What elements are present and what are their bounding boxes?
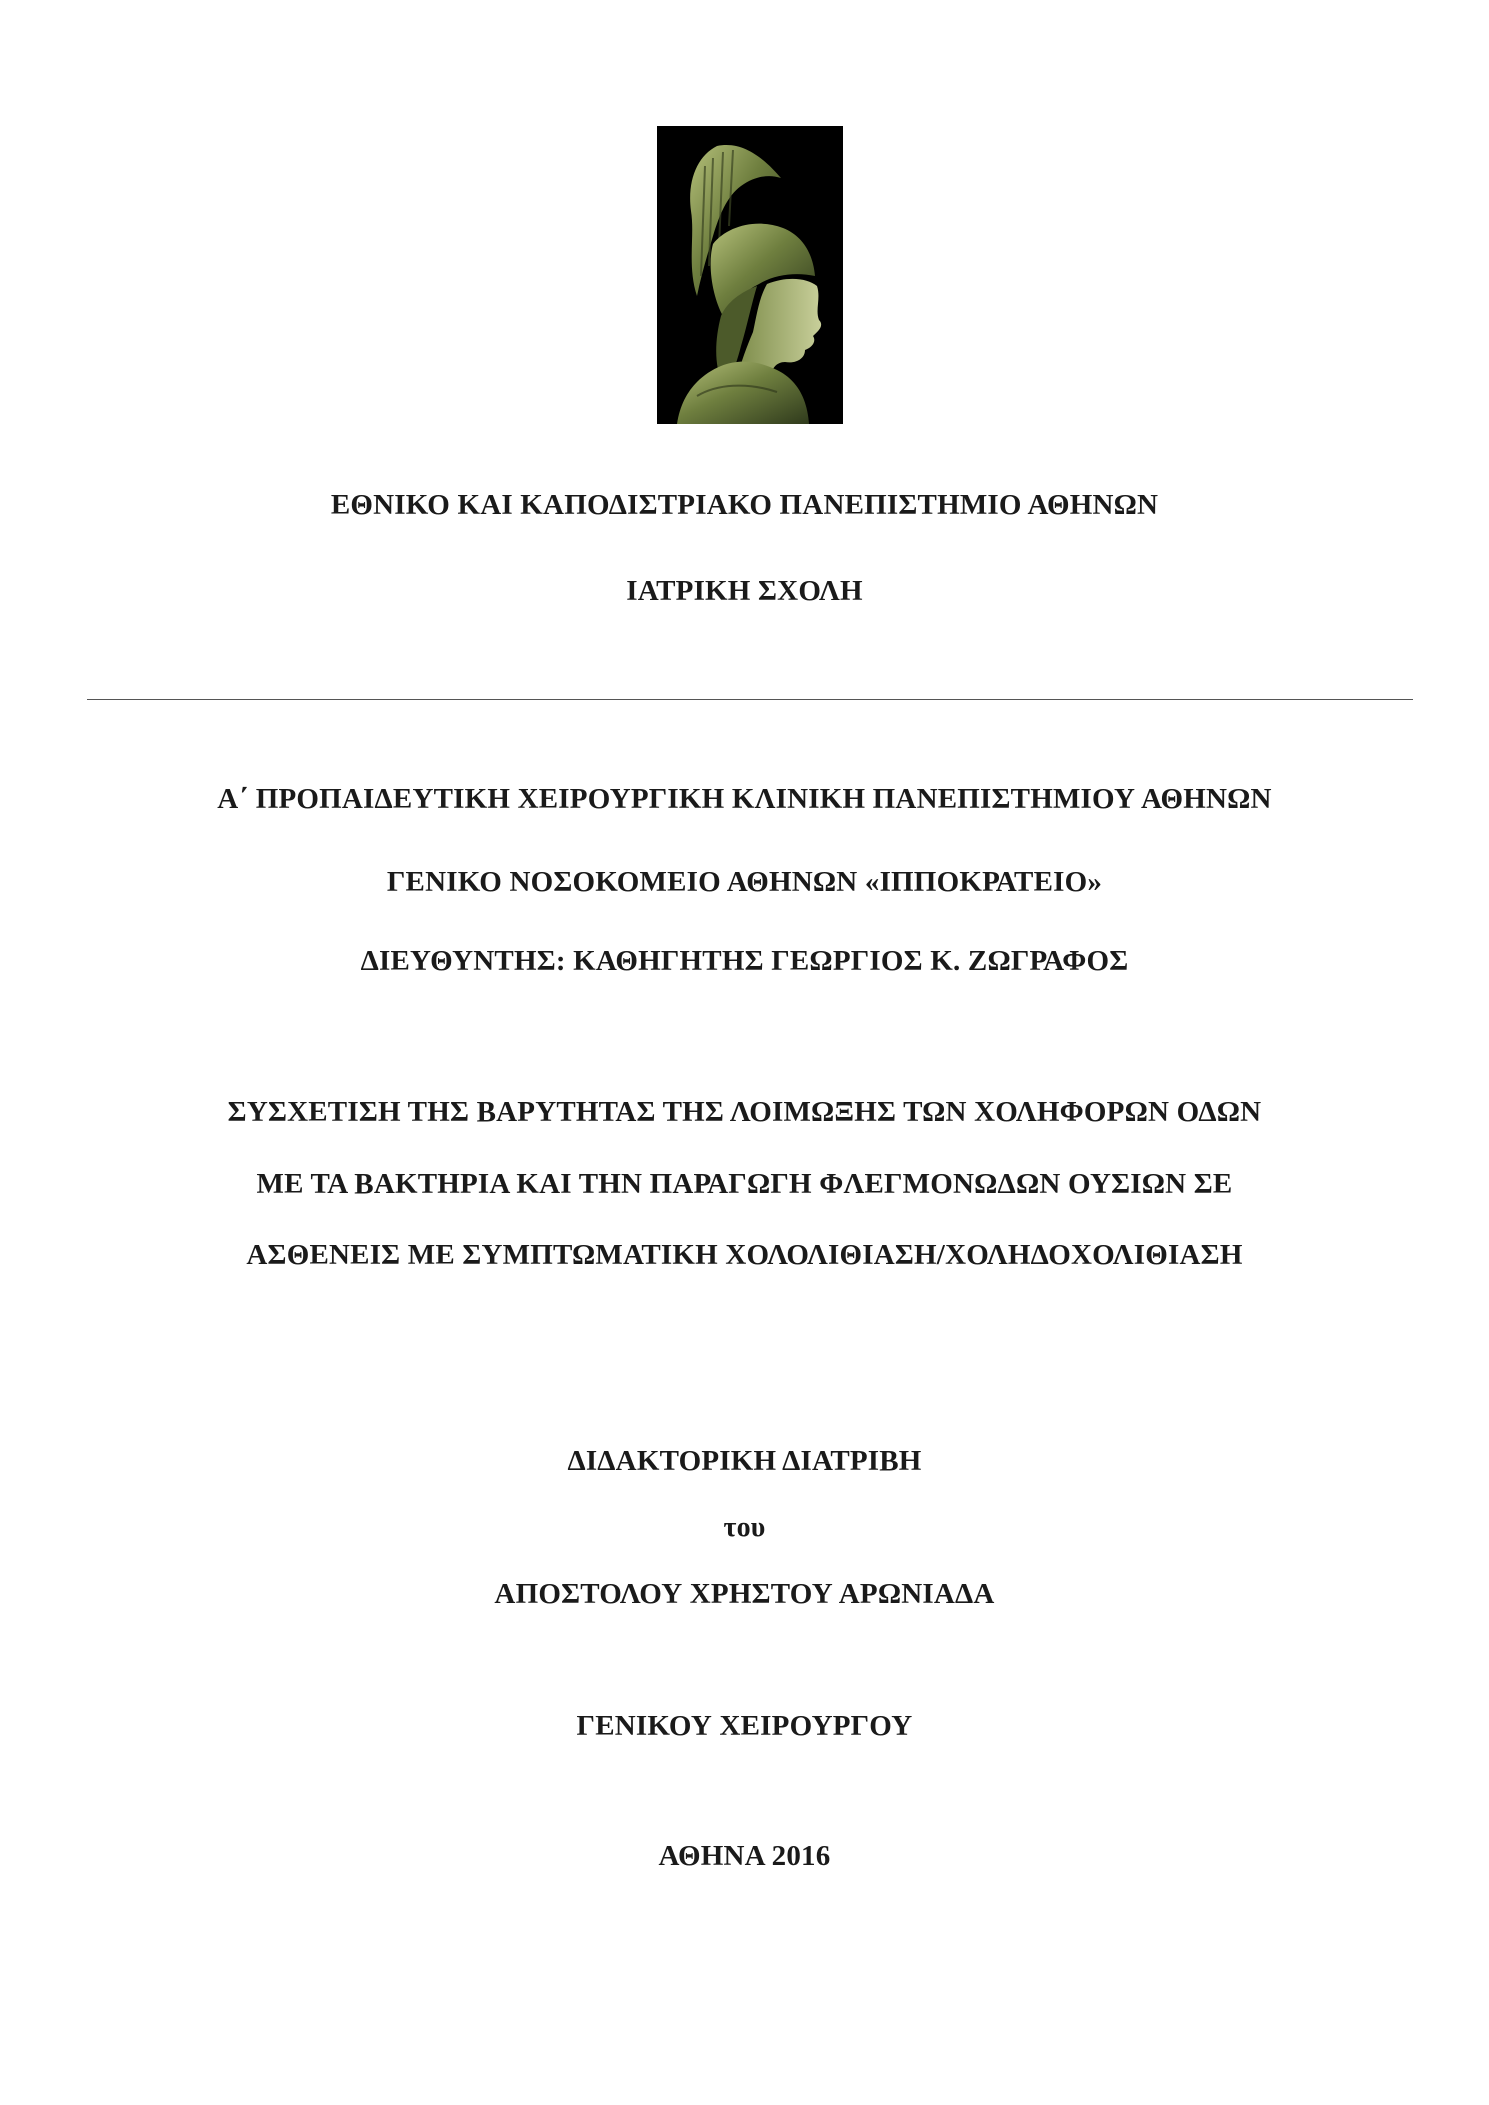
of-word: του bbox=[723, 1512, 766, 1543]
director-line: ΔΙΕΥΘΥΝΤΗΣ: ΚΑΘΗΓΗΤΗΣ ΓΕΩΡΓΙΟΣ Κ. ΖΩΓΡΑΦΟΣ bbox=[360, 945, 1129, 977]
horizontal-divider bbox=[87, 699, 1413, 700]
thesis-title-line-2: ΜΕ ΤΑ ΒΑΚΤΗΡΙΑ ΚΑΙ ΤΗΝ ΠΑΡΑΓΩΓΗ ΦΛΕΓΜΟΝΩΔΩΝ ΟΥΣΙΩΝ ΣΕ bbox=[256, 1168, 1233, 1200]
school-name: ΙΑΤΡΙΚΗ ΣΧΟΛΗ bbox=[626, 575, 863, 607]
hospital-name: ΓΕΝΙΚΟ ΝΟΣΟΚΟΜΕΙΟ ΑΘΗΝΩΝ «ΙΠΠΟΚΡΑΤΕΙΟ» bbox=[386, 866, 1103, 898]
thesis-title-line-1: ΣΥΣΧΕΤΙΣΗ ΤΗΣ ΒΑΡΥΤΗΤΑΣ ΤΗΣ ΛΟΙΜΩΞΗΣ ΤΩΝ ΧΟΛΗΦΟΡΩΝ ΟΔΩΝ bbox=[227, 1096, 1262, 1128]
author-title: ΓΕΝΙΚΟΥ ΧΕΙΡΟΥΡΓΟΥ bbox=[576, 1710, 913, 1742]
university-emblem-logo bbox=[657, 126, 843, 424]
athena-helmet-icon bbox=[657, 126, 843, 424]
clinic-name: Α΄ ΠΡΟΠΑΙΔΕΥΤΙΚΗ ΧΕΙΡΟΥΡΓΙΚΗ ΚΛΙΝΙΚΗ ΠΑΝΕΠΙΣΤΗΜΙΟΥ ΑΘΗΝΩΝ bbox=[217, 783, 1272, 815]
thesis-title-line-3: ΑΣΘΕΝΕΙΣ ΜΕ ΣΥΜΠΤΩΜΑΤΙΚΗ ΧΟΛΟΛΙΘΙΑΣΗ/ΧΟΛΗΔΟΧΟΛΙΘΙΑΣΗ bbox=[246, 1239, 1243, 1271]
author-name: ΑΠΟΣΤΟΛΟΥ ΧΡΗΣΤΟΥ ΑΡΩΝΙΑΔΑ bbox=[494, 1578, 995, 1610]
place-and-year: ΑΘΗΝΑ 2016 bbox=[658, 1840, 831, 1872]
university-name: ΕΘΝΙΚΟ ΚΑΙ ΚΑΠΟΔΙΣΤΡΙΑΚΟ ΠΑΝΕΠΙΣΤΗΜΙΟ ΑΘΗΝΩΝ bbox=[330, 489, 1159, 521]
document-type: ΔΙΔΑΚΤΟΡΙΚΗ ΔΙΑΤΡΙΒΗ bbox=[567, 1445, 922, 1477]
